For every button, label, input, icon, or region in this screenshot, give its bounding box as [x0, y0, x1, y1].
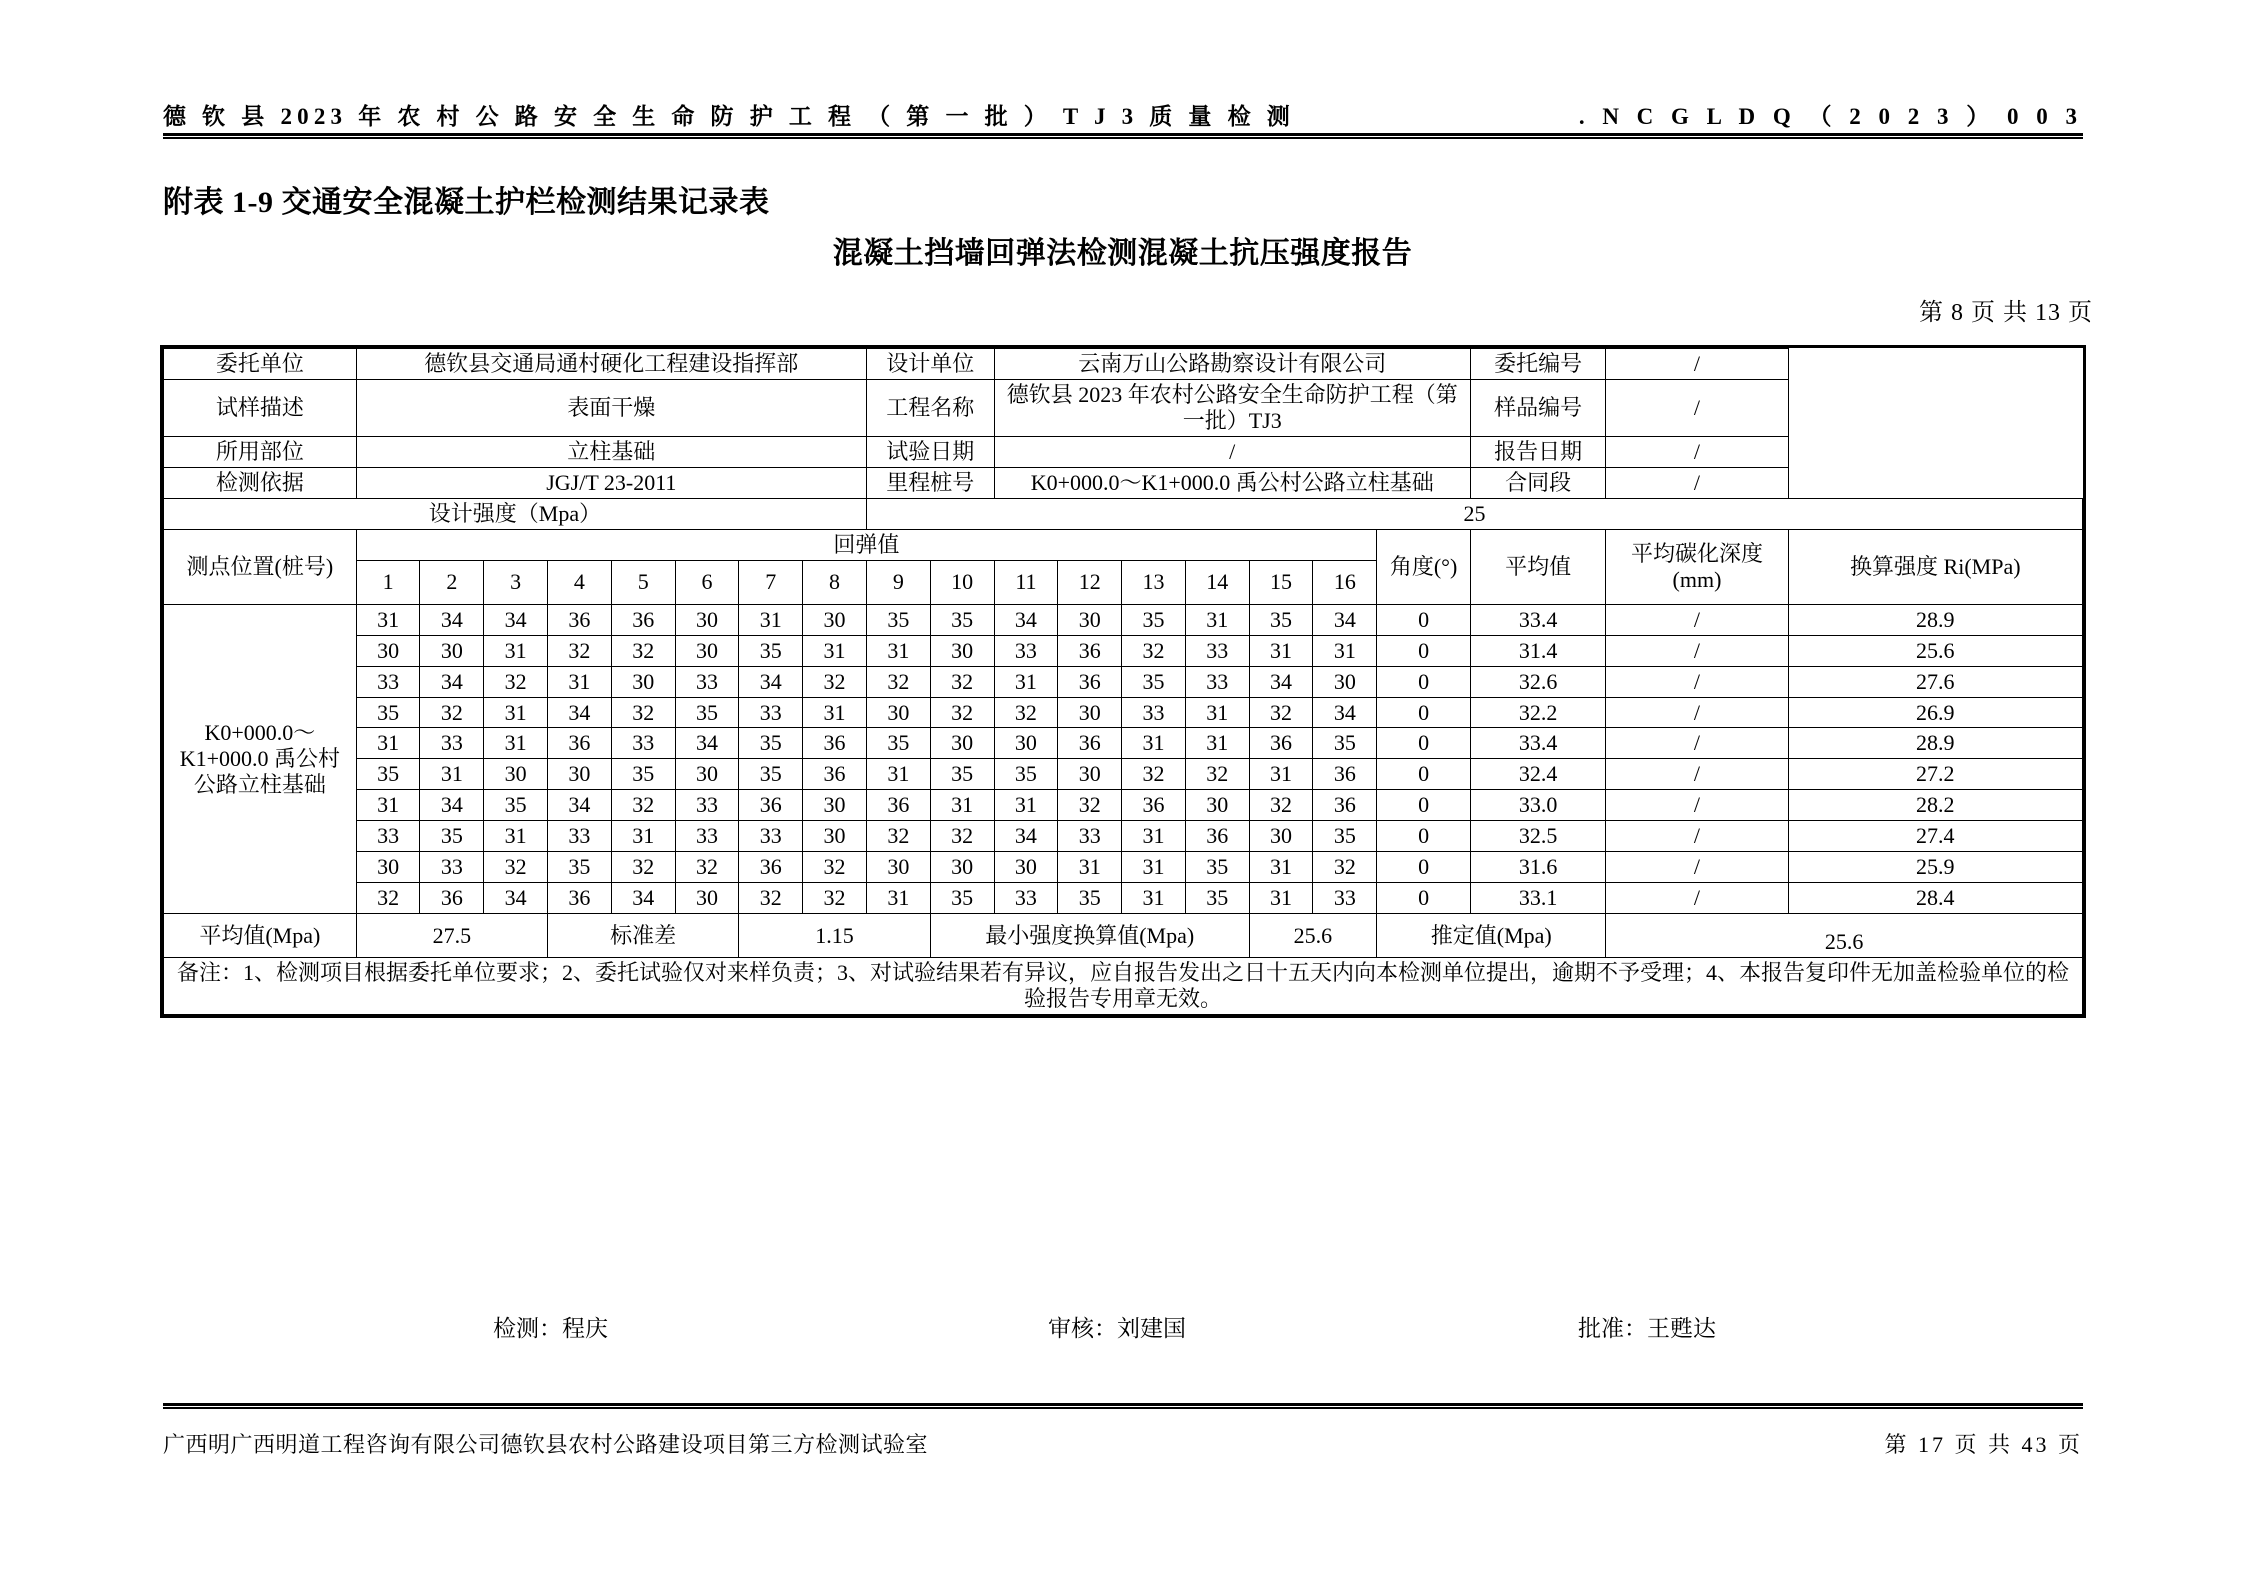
cell-angle: 0 — [1377, 821, 1471, 852]
cell-rebound: 32 — [611, 852, 675, 883]
header-col-14: 14 — [1185, 560, 1249, 604]
value-summary-average: 27.5 — [356, 914, 547, 958]
value-summary-estimated: 25.6 — [1606, 914, 2083, 958]
cell-converted-strength: 28.4 — [1788, 883, 2082, 914]
value-chainage: K0+000.0～K1+000.0 禹公村公路立柱基础 — [994, 467, 1470, 498]
value-summary-min-converted: 25.6 — [1249, 914, 1377, 958]
header-location: 测点位置(桩号) — [164, 529, 357, 604]
footer-rule — [163, 1403, 2083, 1409]
page-indicator: 第 8 页 共 13 页 — [1919, 300, 2093, 326]
cell-carbonation: / — [1606, 666, 1788, 697]
cell-rebound: 30 — [675, 759, 739, 790]
info-row-part — [164, 436, 2083, 467]
running-header-right: . N C G L D Q （ 2 0 2 3 ） 0 0 3 — [1578, 104, 2083, 129]
running-footer — [163, 1428, 2083, 1459]
cell-carbonation: / — [1606, 759, 1788, 790]
header-col-15: 15 — [1249, 560, 1313, 604]
header-col-1: 1 — [356, 560, 420, 604]
cell-rebound: 32 — [803, 852, 867, 883]
cell-rebound: 31 — [548, 666, 612, 697]
cell-rebound: 33 — [675, 666, 739, 697]
label-part-used: 所用部位 — [164, 436, 357, 467]
cell-rebound: 33 — [1058, 821, 1122, 852]
cell-rebound: 31 — [1122, 883, 1186, 914]
cell-rebound: 35 — [356, 759, 420, 790]
label-design-strength: 设计强度（Mpa） — [164, 498, 867, 529]
cell-rebound: 32 — [803, 666, 867, 697]
cell-rebound: 36 — [1185, 821, 1249, 852]
cell-rebound: 35 — [484, 790, 548, 821]
cell-rebound: 33 — [420, 852, 484, 883]
cell-rebound: 36 — [1058, 635, 1122, 666]
header-col-9: 9 — [866, 560, 930, 604]
cell-rebound: 35 — [420, 821, 484, 852]
cell-rebound: 32 — [675, 852, 739, 883]
cell-rebound: 35 — [1185, 883, 1249, 914]
cell-rebound: 32 — [484, 666, 548, 697]
cell-rebound: 31 — [803, 635, 867, 666]
cell-rebound: 32 — [739, 883, 803, 914]
cell-rebound: 35 — [1058, 883, 1122, 914]
cell-average: 33.4 — [1470, 728, 1605, 759]
cell-rebound: 33 — [1122, 697, 1186, 728]
cell-rebound: 36 — [1058, 666, 1122, 697]
cell-rebound: 30 — [866, 697, 930, 728]
label-test-date: 试验日期 — [866, 436, 994, 467]
cell-rebound: 30 — [420, 635, 484, 666]
report-title: 混凝土挡墙回弹法检测混凝土抗压强度报告 — [832, 237, 1413, 270]
value-part-used: 立柱基础 — [356, 436, 866, 467]
info-row-commission — [164, 349, 2083, 380]
cell-rebound: 32 — [420, 697, 484, 728]
cell-angle: 0 — [1377, 883, 1471, 914]
cell-rebound: 30 — [1058, 604, 1122, 635]
cell-rebound: 34 — [994, 604, 1058, 635]
cell-rebound: 31 — [866, 883, 930, 914]
cell-rebound: 30 — [675, 635, 739, 666]
cell-rebound: 31 — [1185, 728, 1249, 759]
cell-rebound: 36 — [548, 883, 612, 914]
table-row — [164, 635, 2083, 666]
cell-rebound: 30 — [484, 759, 548, 790]
cell-rebound: 30 — [866, 852, 930, 883]
cell-angle: 0 — [1377, 666, 1471, 697]
cell-rebound: 30 — [1249, 821, 1313, 852]
signature-approver: 批准：王甦达 — [1578, 1316, 1716, 1341]
cell-rebound: 30 — [548, 759, 612, 790]
cell-angle: 0 — [1377, 759, 1471, 790]
label-summary-average: 平均值(Mpa) — [164, 914, 357, 958]
cell-rebound: 33 — [675, 790, 739, 821]
cell-converted-strength: 28.2 — [1788, 790, 2082, 821]
cell-rebound: 33 — [420, 728, 484, 759]
label-summary-estimated: 推定值(Mpa) — [1377, 914, 1606, 958]
header-rebound-group: 回弹值 — [356, 529, 1377, 560]
header-carbonation-depth: 平均碳化深度(mm) — [1606, 529, 1788, 604]
label-report-date: 报告日期 — [1470, 436, 1605, 467]
running-header-left: 德 钦 县 2023 年 农 村 公 路 安 全 生 命 防 护 工 程 （ 第 一 批 ） T J 3 质 量 检 测 — [163, 104, 1295, 129]
cell-average: 33.4 — [1470, 604, 1605, 635]
signature-tester: 检测：程庆 — [493, 1316, 608, 1341]
form-title: 附表 1-9 交通安全混凝土护栏检测结果记录表 — [163, 186, 770, 219]
cell-rebound: 32 — [611, 635, 675, 666]
cell-rebound: 31 — [1249, 883, 1313, 914]
cell-carbonation: / — [1606, 728, 1788, 759]
cell-rebound: 30 — [1313, 666, 1377, 697]
value-test-standard: JGJ/T 23-2011 — [356, 467, 866, 498]
cell-rebound: 35 — [866, 728, 930, 759]
summary-row — [164, 914, 2083, 958]
cell-rebound: 35 — [548, 852, 612, 883]
header-converted-strength: 换算强度 Ri(MPa) — [1788, 529, 2082, 604]
cell-rebound: 32 — [1185, 759, 1249, 790]
label-commission-no: 委托编号 — [1470, 349, 1605, 380]
cell-converted-strength: 27.6 — [1788, 666, 2082, 697]
cell-rebound: 31 — [1313, 635, 1377, 666]
cell-rebound: 31 — [866, 635, 930, 666]
cell-rebound: 36 — [866, 790, 930, 821]
cell-average: 33.0 — [1470, 790, 1605, 821]
cell-rebound: 31 — [356, 728, 420, 759]
cell-rebound: 32 — [356, 883, 420, 914]
cell-rebound: 33 — [356, 666, 420, 697]
label-summary-stddev: 标准差 — [548, 914, 739, 958]
cell-angle: 0 — [1377, 635, 1471, 666]
cell-rebound: 33 — [1313, 883, 1377, 914]
cell-rebound: 32 — [930, 666, 994, 697]
cell-rebound: 31 — [420, 759, 484, 790]
cell-rebound: 30 — [803, 604, 867, 635]
value-test-date: / — [994, 436, 1470, 467]
cell-average: 32.4 — [1470, 759, 1605, 790]
cell-angle: 0 — [1377, 728, 1471, 759]
label-summary-min-converted: 最小强度换算值(Mpa) — [930, 914, 1249, 958]
label-sample-no: 样品编号 — [1470, 379, 1605, 436]
cell-rebound: 32 — [930, 821, 994, 852]
cell-rebound: 36 — [548, 728, 612, 759]
value-sample-desc: 表面干燥 — [356, 379, 866, 436]
cell-rebound: 34 — [994, 821, 1058, 852]
cell-rebound: 36 — [1313, 759, 1377, 790]
cell-rebound: 34 — [611, 883, 675, 914]
cell-rebound: 34 — [1249, 666, 1313, 697]
cell-rebound: 30 — [1058, 759, 1122, 790]
cell-converted-strength: 27.4 — [1788, 821, 2082, 852]
cell-angle: 0 — [1377, 604, 1471, 635]
cell-rebound: 32 — [611, 790, 675, 821]
cell-rebound: 34 — [1313, 604, 1377, 635]
cell-carbonation: / — [1606, 790, 1788, 821]
cell-rebound: 35 — [1185, 852, 1249, 883]
cell-rebound: 35 — [356, 697, 420, 728]
cell-rebound: 35 — [930, 883, 994, 914]
header-col-5: 5 — [611, 560, 675, 604]
header-col-16: 16 — [1313, 560, 1377, 604]
cell-rebound: 31 — [1249, 852, 1313, 883]
cell-rebound: 30 — [675, 604, 739, 635]
cell-rebound: 35 — [739, 728, 803, 759]
cell-carbonation: / — [1606, 697, 1788, 728]
cell-rebound: 33 — [548, 821, 612, 852]
cell-rebound: 32 — [1122, 759, 1186, 790]
cell-rebound: 34 — [675, 728, 739, 759]
cell-rebound: 33 — [611, 728, 675, 759]
header-col-12: 12 — [1058, 560, 1122, 604]
table-row — [164, 883, 2083, 914]
cell-carbonation: / — [1606, 852, 1788, 883]
cell-rebound: 34 — [739, 666, 803, 697]
cell-average: 32.5 — [1470, 821, 1605, 852]
cell-rebound: 36 — [1313, 790, 1377, 821]
table-header-group-row — [164, 529, 2083, 560]
report-table — [163, 348, 2083, 1015]
cell-rebound: 31 — [1058, 852, 1122, 883]
cell-rebound: 31 — [484, 635, 548, 666]
cell-rebound: 35 — [930, 604, 994, 635]
cell-rebound: 31 — [1185, 604, 1249, 635]
cell-rebound: 33 — [356, 821, 420, 852]
label-design-unit: 设计单位 — [866, 349, 994, 380]
cell-rebound: 32 — [611, 697, 675, 728]
table-row — [164, 790, 2083, 821]
header-rule — [163, 133, 2083, 139]
cell-rebound: 30 — [994, 728, 1058, 759]
cell-rebound: 30 — [1058, 697, 1122, 728]
cell-converted-strength: 27.2 — [1788, 759, 2082, 790]
running-footer-left: 广西明广西明道工程咨询有限公司德钦县农村公路建设项目第三方检测试验室 — [163, 1432, 929, 1457]
cell-rebound: 36 — [803, 759, 867, 790]
cell-average: 31.4 — [1470, 635, 1605, 666]
cell-rebound: 31 — [484, 697, 548, 728]
value-design-strength: 25 — [866, 498, 2082, 529]
cell-rebound: 32 — [803, 883, 867, 914]
cell-carbonation: / — [1606, 604, 1788, 635]
header-col-11: 11 — [994, 560, 1058, 604]
cell-rebound: 35 — [1313, 728, 1377, 759]
header-average: 平均值 — [1470, 529, 1605, 604]
cell-rebound: 30 — [930, 635, 994, 666]
cell-angle: 0 — [1377, 790, 1471, 821]
cell-rebound: 35 — [1249, 604, 1313, 635]
value-report-date: / — [1606, 436, 1788, 467]
cell-converted-strength: 28.9 — [1788, 728, 2082, 759]
header-col-2: 2 — [420, 560, 484, 604]
cell-rebound: 32 — [484, 852, 548, 883]
cell-rebound: 31 — [1122, 728, 1186, 759]
cell-rebound: 36 — [803, 728, 867, 759]
table-row — [164, 821, 2083, 852]
cell-rebound: 30 — [356, 635, 420, 666]
cell-converted-strength: 25.9 — [1788, 852, 2082, 883]
cell-converted-strength: 25.6 — [1788, 635, 2082, 666]
header-col-4: 4 — [548, 560, 612, 604]
header-col-10: 10 — [930, 560, 994, 604]
cell-rebound: 31 — [803, 697, 867, 728]
header-col-3: 3 — [484, 560, 548, 604]
cell-angle: 0 — [1377, 697, 1471, 728]
table-row — [164, 697, 2083, 728]
cell-rebound: 32 — [994, 697, 1058, 728]
cell-rebound: 34 — [484, 604, 548, 635]
table-row — [164, 604, 2083, 635]
label-contract-section: 合同段 — [1470, 467, 1605, 498]
cell-rebound: 30 — [803, 821, 867, 852]
cell-rebound: 36 — [739, 852, 803, 883]
cell-rebound: 31 — [1185, 697, 1249, 728]
running-header — [163, 98, 2083, 131]
cell-rebound: 36 — [1058, 728, 1122, 759]
cell-rebound: 33 — [994, 635, 1058, 666]
label-sample-desc: 试样描述 — [164, 379, 357, 436]
cell-rebound: 33 — [1185, 666, 1249, 697]
cell-rebound: 34 — [548, 790, 612, 821]
cell-rebound: 31 — [611, 821, 675, 852]
cell-average: 32.2 — [1470, 697, 1605, 728]
cell-rebound: 32 — [1058, 790, 1122, 821]
info-row-design-strength — [164, 498, 2083, 529]
cell-rebound: 30 — [994, 852, 1058, 883]
value-commission-unit: 德钦县交通局通村硬化工程建设指挥部 — [356, 349, 866, 380]
running-footer-right: 第 17 页 共 43 页 — [1884, 1432, 2083, 1457]
cell-rebound: 33 — [739, 821, 803, 852]
cell-rebound: 31 — [1122, 852, 1186, 883]
header-angle: 角度(°) — [1377, 529, 1471, 604]
cell-converted-strength: 26.9 — [1788, 697, 2082, 728]
cell-rebound: 34 — [548, 697, 612, 728]
cell-carbonation: / — [1606, 635, 1788, 666]
cell-rebound: 30 — [803, 790, 867, 821]
cell-rebound: 31 — [739, 604, 803, 635]
cell-converted-strength: 28.9 — [1788, 604, 2082, 635]
cell-rebound: 35 — [675, 697, 739, 728]
header-col-6: 6 — [675, 560, 739, 604]
cell-rebound: 35 — [1122, 666, 1186, 697]
cell-rebound: 35 — [994, 759, 1058, 790]
cell-carbonation: / — [1606, 821, 1788, 852]
signature-reviewer: 审核：刘建国 — [1048, 1316, 1186, 1341]
label-test-standard: 检测依据 — [164, 467, 357, 498]
remark-text: 备注：1、检测项目根据委托单位要求；2、委托试验仅对来样负责；3、对试验结果若有异议，应自报告发出之日十五天内向本检测单位提出，逾期不予受理；4、本报告复印件无加盖检验单位的检验报告专用章无效。 — [164, 958, 2083, 1015]
cell-rebound: 31 — [356, 604, 420, 635]
header-col-8: 8 — [803, 560, 867, 604]
cell-rebound: 36 — [1249, 728, 1313, 759]
header-col-13: 13 — [1122, 560, 1186, 604]
cell-rebound: 34 — [1313, 697, 1377, 728]
cell-average: 31.6 — [1470, 852, 1605, 883]
cell-rebound: 30 — [1185, 790, 1249, 821]
cell-rebound: 36 — [548, 604, 612, 635]
cell-rebound: 35 — [866, 604, 930, 635]
cell-rebound: 30 — [675, 883, 739, 914]
cell-rebound: 34 — [420, 790, 484, 821]
cell-rebound: 36 — [1122, 790, 1186, 821]
info-row-sample-desc — [164, 379, 2083, 436]
table-row — [164, 666, 2083, 697]
info-row-standard — [164, 467, 2083, 498]
cell-rebound: 30 — [611, 666, 675, 697]
label-project-name: 工程名称 — [866, 379, 994, 436]
value-summary-stddev: 1.15 — [739, 914, 930, 958]
cell-rebound: 32 — [1313, 852, 1377, 883]
cell-rebound: 33 — [1185, 635, 1249, 666]
cell-rebound: 31 — [994, 666, 1058, 697]
cell-rebound: 34 — [420, 604, 484, 635]
value-commission-no: / — [1606, 349, 1788, 380]
cell-rebound: 31 — [1249, 759, 1313, 790]
cell-rebound: 31 — [356, 790, 420, 821]
cell-rebound: 32 — [930, 697, 994, 728]
label-chainage: 里程桩号 — [866, 467, 994, 498]
label-commission-unit: 委托单位 — [164, 349, 357, 380]
remark-row — [164, 958, 2083, 1015]
cell-rebound: 30 — [356, 852, 420, 883]
header-col-7: 7 — [739, 560, 803, 604]
cell-rebound: 31 — [994, 790, 1058, 821]
cell-rebound: 31 — [1249, 635, 1313, 666]
cell-rebound: 31 — [1122, 821, 1186, 852]
cell-rebound: 34 — [420, 666, 484, 697]
cell-rebound: 35 — [1313, 821, 1377, 852]
cell-rebound: 31 — [484, 728, 548, 759]
cell-rebound: 34 — [484, 883, 548, 914]
cell-rebound: 31 — [484, 821, 548, 852]
cell-rebound: 30 — [930, 852, 994, 883]
cell-rebound: 31 — [930, 790, 994, 821]
cell-rebound: 35 — [611, 759, 675, 790]
cell-rebound: 32 — [1249, 697, 1313, 728]
cell-rebound: 33 — [739, 697, 803, 728]
cell-rebound: 35 — [1122, 604, 1186, 635]
cell-rebound: 33 — [994, 883, 1058, 914]
cell-rebound: 36 — [420, 883, 484, 914]
value-contract-section: / — [1606, 467, 1788, 498]
value-sample-no: / — [1606, 379, 1788, 436]
cell-rebound: 32 — [866, 821, 930, 852]
cell-rebound: 35 — [930, 759, 994, 790]
cell-average: 32.6 — [1470, 666, 1605, 697]
table-row — [164, 728, 2083, 759]
cell-angle: 0 — [1377, 852, 1471, 883]
cell-rebound: 32 — [1249, 790, 1313, 821]
cell-rebound: 33 — [675, 821, 739, 852]
value-project-name: 德钦县 2023 年农村公路安全生命防护工程（第一批）TJ3 — [994, 379, 1470, 436]
cell-location-value: K0+000.0～ K1+000.0 禹公村 公路立柱基础 — [164, 604, 357, 914]
cell-rebound: 35 — [739, 759, 803, 790]
cell-rebound: 36 — [611, 604, 675, 635]
cell-rebound: 32 — [866, 666, 930, 697]
cell-rebound: 32 — [1122, 635, 1186, 666]
cell-rebound: 31 — [866, 759, 930, 790]
cell-rebound: 35 — [739, 635, 803, 666]
cell-rebound: 30 — [930, 728, 994, 759]
table-row — [164, 852, 2083, 883]
cell-carbonation: / — [1606, 883, 1788, 914]
cell-rebound: 36 — [739, 790, 803, 821]
table-row — [164, 759, 2083, 790]
cell-average: 33.1 — [1470, 883, 1605, 914]
cell-rebound: 32 — [548, 635, 612, 666]
value-design-unit: 云南万山公路勘察设计有限公司 — [994, 349, 1470, 380]
